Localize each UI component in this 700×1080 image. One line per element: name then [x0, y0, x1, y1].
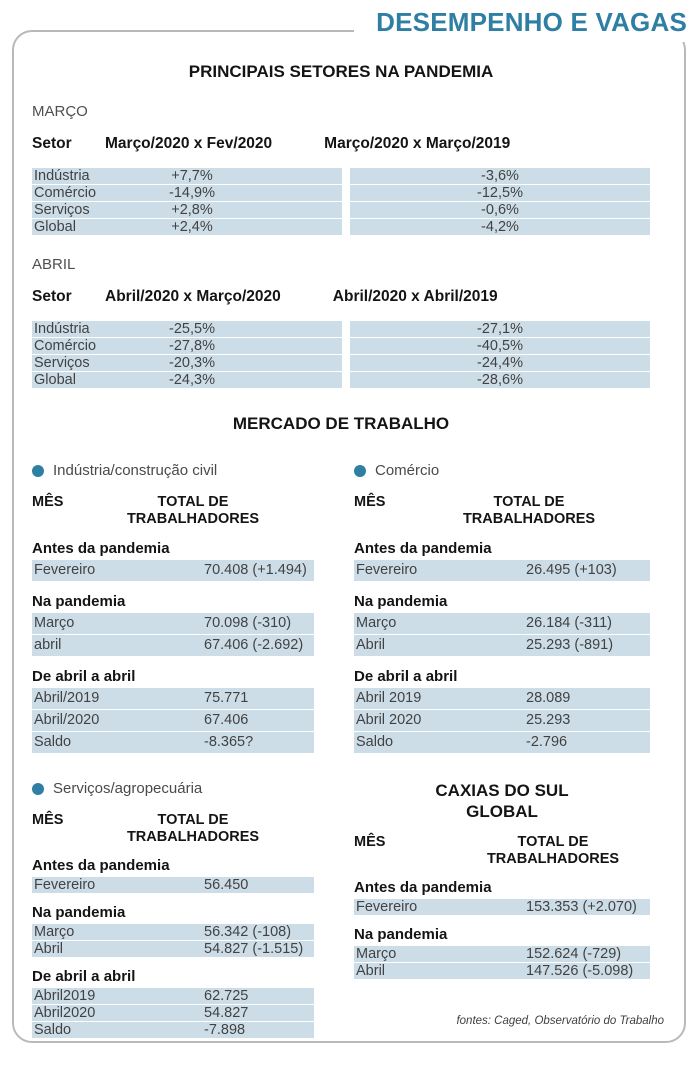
- table-row: [32, 185, 650, 201]
- bullet-icon: [32, 465, 44, 477]
- bullet-icon: [32, 783, 44, 795]
- table-row: Março 26.184 (-311): [354, 613, 650, 634]
- column-header-mes: MÊS: [354, 494, 386, 510]
- sector-mom-value: +2,4%: [171, 219, 213, 235]
- sector-yoy-value: -12,5%: [350, 185, 650, 201]
- labor-panel-servicos: [32, 780, 314, 1039]
- sector-table-header: [32, 134, 650, 153]
- panel-column-headers: [354, 494, 650, 528]
- sector-name: Indústria: [34, 321, 90, 337]
- table-row: Abril/2019 75.771: [32, 688, 314, 709]
- group-pandemia: Na pandemia Março 152.624 (-729) Abril 147.526 (-5.098): [354, 926, 650, 979]
- sector-yoy-value: -24,4%: [350, 355, 650, 371]
- panel-column-headers: [32, 494, 314, 528]
- group-pandemia: Na pandemia Março 56.342 (-108) Abril 54.827 (-1.515): [32, 904, 314, 957]
- table-row: Março 152.624 (-729): [354, 946, 650, 962]
- group-antes: Antes da pandemia Fevereiro 70.408 (+1.494): [32, 540, 314, 581]
- column-header-yoy: Abril/2020 x Abril/2019: [332, 288, 498, 305]
- table-row: Abril 54.827 (-1.515): [32, 941, 314, 957]
- month-label-marco: MARÇO: [32, 103, 88, 120]
- table-row: Fevereiro 70.408 (+1.494): [32, 560, 314, 581]
- column-header-total: TOTAL DE TRABALHADORES: [126, 494, 260, 527]
- column-header-mom: Março/2020 x Fev/2020: [105, 135, 273, 152]
- table-row: Fevereiro 56.450: [32, 877, 314, 893]
- panel-title: Serviços/agropecuária: [53, 780, 203, 797]
- panel-title: Comércio: [375, 462, 440, 479]
- sector-mom-value: -25,5%: [169, 321, 215, 337]
- panel-column-headers: [354, 834, 650, 868]
- table-row: Fevereiro 153.353 (+2.070): [354, 899, 650, 915]
- sector-name: Comércio: [34, 338, 97, 354]
- page-title: DESEMPENHO E VAGAS: [354, 9, 687, 42]
- group-pandemia: Na pandemia Março 26.184 (-311) Abril 25.293 (-891): [354, 593, 650, 656]
- sector-rows: [32, 321, 650, 388]
- group-pandemia: Na pandemia Março 70.098 (-310) abril 67.406 (-2.692): [32, 593, 314, 656]
- sector-name: Indústria: [34, 168, 90, 184]
- sector-yoy-value: -3,6%: [350, 168, 650, 184]
- labor-panel-industria: [32, 462, 314, 754]
- column-header-setor: Setor: [32, 288, 72, 305]
- column-header-total: TOTAL DE TRABALHADORES: [126, 812, 260, 845]
- column-header-mes: MÊS: [32, 494, 64, 510]
- table-row: Abril 25.293 (-891): [354, 635, 650, 656]
- sector-yoy-value: -28,6%: [350, 372, 650, 388]
- sector-mom-value: -27,8%: [169, 338, 215, 354]
- table-row: Abril 2019 28.089: [354, 688, 650, 709]
- sector-mom-value: -20,3%: [169, 355, 215, 371]
- labor-panels: [32, 462, 650, 1039]
- sector-yoy-value: -0,6%: [350, 202, 650, 218]
- month-label-abril: ABRIL: [32, 256, 76, 273]
- group-antes: Antes da pandemia Fevereiro 153.353 (+2.070): [354, 879, 650, 915]
- column-header-setor: Setor: [32, 135, 72, 152]
- table-row: [32, 202, 650, 218]
- table-row: [32, 219, 650, 235]
- table-row: [32, 372, 650, 388]
- sector-mom-value: -14,9%: [169, 185, 215, 201]
- table-row: Abril2019 62.725: [32, 988, 314, 1004]
- setores-section-title: PRINCIPAIS SETORES NA PANDEMIA: [188, 62, 494, 81]
- table-row: [32, 168, 650, 184]
- table-row: Abril/2020 67.406: [32, 710, 314, 731]
- table-row: Março 56.342 (-108): [32, 924, 314, 940]
- column-header-mom: Abril/2020 x Março/2020: [105, 288, 281, 305]
- column-header-total: TOTAL DE TRABALHADORES: [486, 834, 620, 867]
- sector-mom-value: +7,7%: [171, 168, 213, 184]
- table-row: Abril 2020 25.293: [354, 710, 650, 731]
- sector-yoy-value: -40,5%: [350, 338, 650, 354]
- group-antes: Antes da pandemia Fevereiro 56.450: [32, 857, 314, 893]
- sector-name: Global: [34, 219, 76, 235]
- column-header-mes: MÊS: [354, 834, 386, 850]
- table-row: Abril 147.526 (-5.098): [354, 963, 650, 979]
- panel-column-headers: [32, 812, 314, 846]
- sector-yoy-value: -4,2%: [350, 219, 650, 235]
- sector-name: Serviços: [34, 202, 90, 218]
- table-row: abril 67.406 (-2.692): [32, 635, 314, 656]
- group-abril-a-abril: De abril a abril Abril/2019 75.771 Abril/2020 67.406 Saldo -8.365?: [32, 668, 314, 753]
- labor-panel-comercio: [354, 462, 650, 754]
- source-note: fontes: Caged, Observatório do Trabalho: [456, 1015, 664, 1027]
- sector-yoy-value: -27,1%: [350, 321, 650, 337]
- group-abril-a-abril: De abril a abril Abril 2019 28.089 Abril 2020 25.293 Saldo -2.796: [354, 668, 650, 753]
- sector-name: Global: [34, 372, 76, 388]
- sector-name: Serviços: [34, 355, 90, 371]
- column-header-mes: MÊS: [32, 812, 64, 828]
- group-abril-a-abril: De abril a abril Abril2019 62.725 Abril2020 54.827 Saldo -7.898: [32, 968, 314, 1038]
- table-row: Abril2020 54.827: [32, 1005, 314, 1021]
- table-row: Março 70.098 (-310): [32, 613, 314, 634]
- sector-table-marco: [32, 103, 650, 235]
- sector-mom-value: +2,8%: [171, 202, 213, 218]
- sector-rows: [32, 168, 650, 235]
- panel-title: CAXIAS DO SUL GLOBAL: [435, 781, 569, 821]
- sector-mom-value: -24,3%: [169, 372, 215, 388]
- sector-table-abril: [32, 256, 650, 388]
- table-row: Fevereiro 26.495 (+103): [354, 560, 650, 581]
- table-row: [32, 338, 650, 354]
- table-row: Saldo -2.796: [354, 732, 650, 753]
- group-antes: Antes da pandemia Fevereiro 26.495 (+103): [354, 540, 650, 581]
- table-row: [32, 355, 650, 371]
- table-row: Saldo -7.898: [32, 1022, 314, 1038]
- content-frame: [12, 30, 686, 1043]
- panel-title: Indústria/construção civil: [53, 462, 218, 479]
- column-header-yoy: Março/2020 x Março/2019: [324, 135, 511, 152]
- mercado-section-title: MERCADO DE TRABALHO: [232, 414, 450, 433]
- column-header-total: TOTAL DE TRABALHADORES: [462, 494, 596, 527]
- table-row: [32, 321, 650, 337]
- sector-name: Comércio: [34, 185, 97, 201]
- table-row: Saldo -8.365?: [32, 732, 314, 753]
- sector-table-header: [32, 287, 650, 306]
- labor-panel-caxias-global: [354, 780, 650, 980]
- bullet-icon: [354, 465, 366, 477]
